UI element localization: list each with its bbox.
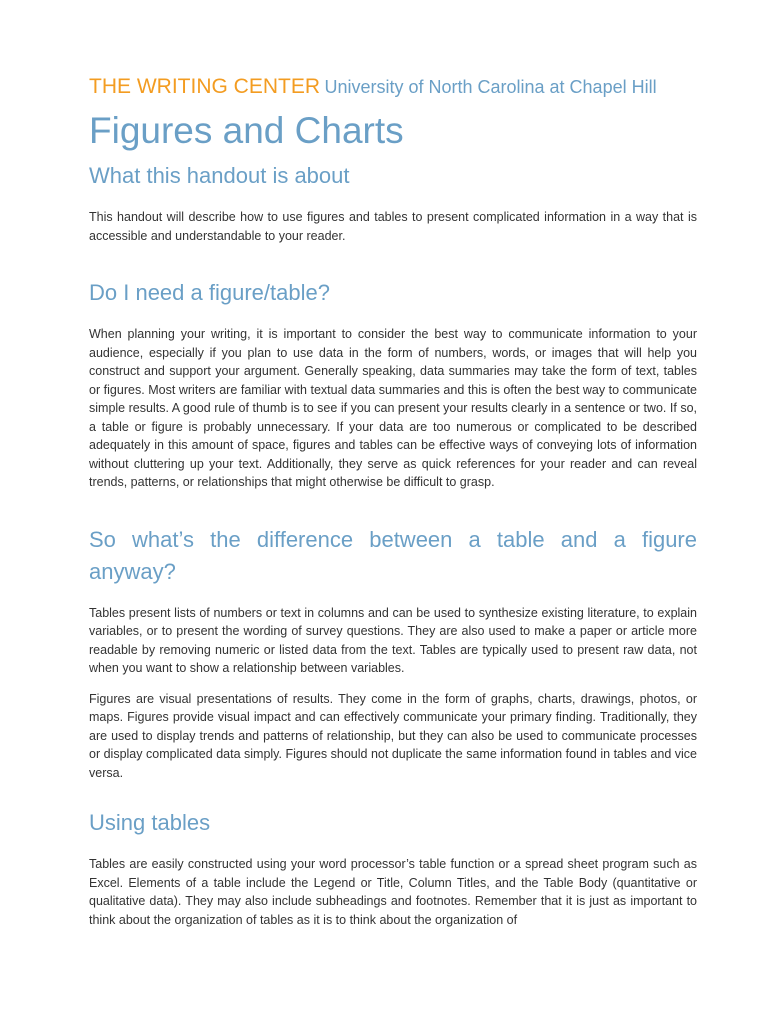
- paragraph-about: This handout will describe how to use figures and tables to present complicated information in a way that is accessible and understandable to your reader.: [89, 210, 697, 243]
- paragraph-figures-definition: Figures are visual presentations of results. They come in the form of graphs, charts, drawings, photos, or maps. Figures provide visual impact and can effectively communicate your primary finding. Traditionally, they are used to display trends and patterns of relationship, but they can also be used to communicate processes or display complicated data simply. Figures should not duplicate the same information found in tables and vice versa.: [89, 691, 697, 780]
- masthead: [89, 74, 697, 102]
- paragraph-using-tables: Tables are easily constructed using your word processor’s table function or a spread sheet program such as Excel. Elements of a table include the Legend or Title, Column Titles, and the Table Body (quantitative or qualitative data). They may also include subheadings and footnotes. Remember that it is just as important to think about the organization of tables as it is to think about the organization of: [89, 857, 697, 927]
- section-heading-about: What this handout is about: [89, 163, 350, 188]
- section-heading-using-tables: Using tables: [89, 810, 211, 835]
- section-heading-need-figure: Do I need a figure/table?: [89, 280, 330, 305]
- section-heading-difference: So what’s the difference between a table and a figure anyway?: [89, 526, 697, 584]
- university-name: University of North Carolina at Chapel Hill: [324, 77, 657, 97]
- document-title: Figures and Charts: [89, 110, 404, 151]
- paragraph-tables-definition: Tables present lists of numbers or text in columns and can be used to synthesize existing literature, to explain variables, or to present the wording of survey questions. They are also used to make a paper or article more readable by removing numeric or listed data from the text. Tables are typically used to present raw data, not when you want to show a relationship between variables.: [89, 605, 697, 675]
- paragraph-need-figure: When planning your writing, it is important to consider the best way to communicate information to your audience, especially if you plan to use data in the form of numbers, words, or images that will help you construct and support your argument. Generally speaking, data summaries may take the form of text, tables or figures. Most writers are familiar with textual data summaries and this is often the best way to communicate simple results. A good rule of thumb is to see if you can present your results clearly in a sentence or two. If so, a table or figure is probably unnecessary. If your data are too numerous or complicated to be described adequately in this amount of space, figures and tables can be effective ways of conveying lots of information without cluttering up your text. Additionally, they serve as quick references for your reader and can reveal trends, patterns, or relationships that might otherwise be difficult to grasp.: [89, 327, 697, 489]
- writing-center-name: THE WRITING CENTER: [89, 75, 320, 98]
